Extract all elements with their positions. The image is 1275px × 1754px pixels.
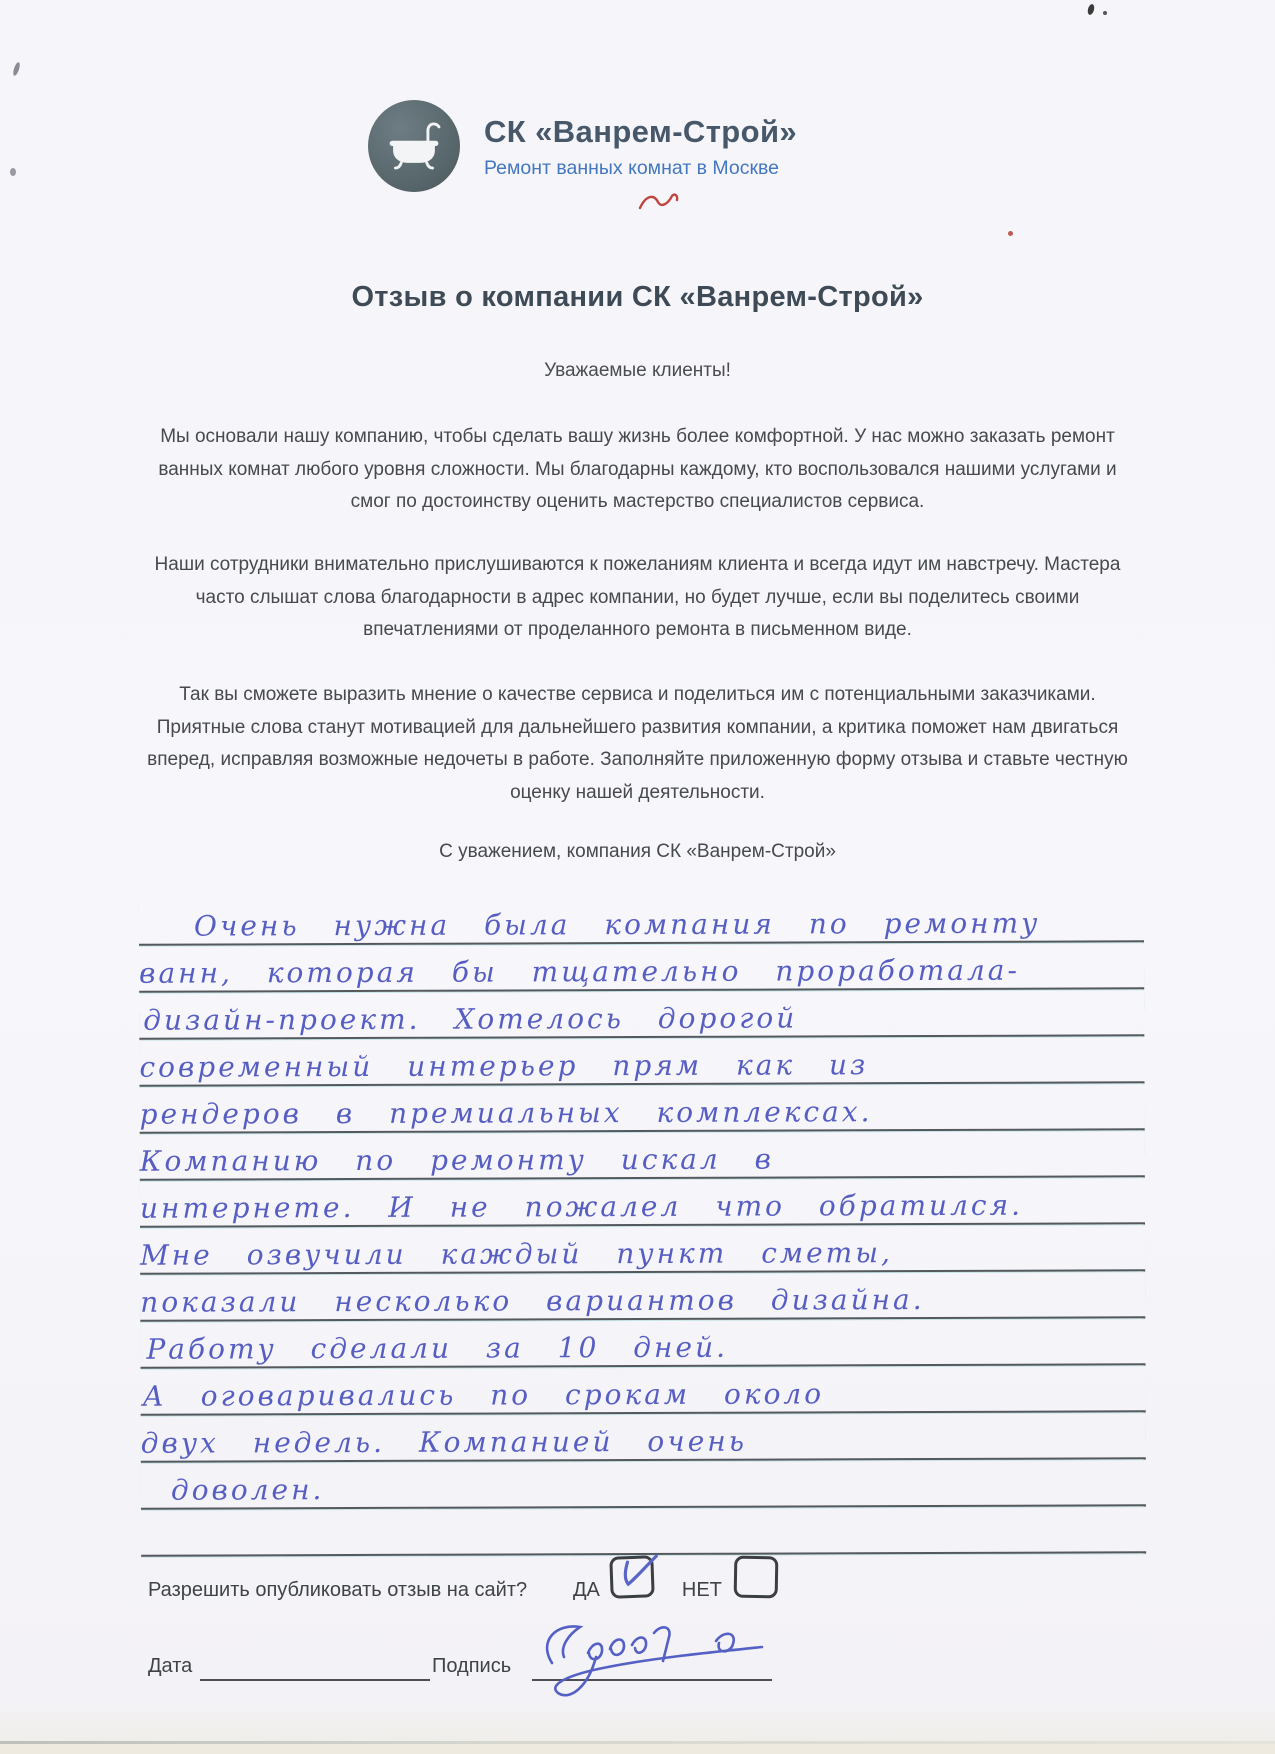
handwritten-text: интернете. И не пожалел что обратился.	[139, 1188, 1024, 1225]
date-label: Дата	[148, 1655, 193, 1677]
review-line	[140, 1224, 1145, 1275]
handwritten-text: Мне озвучили каждый пункт сметы,	[140, 1236, 893, 1272]
red-pen-scribble-artifact	[638, 192, 680, 214]
handwritten-text: дизайн-проект. Хотелось дорогой	[143, 1001, 798, 1037]
footer-row	[148, 1645, 1148, 1705]
handwritten-text: Работу сделали за 10 дней.	[146, 1330, 729, 1366]
handwritten-text: доволен.	[170, 1473, 325, 1507]
handwritten-review-area	[139, 895, 1146, 1557]
scan-speck	[10, 168, 16, 176]
publish-question: Разрешить опубликовать отзыв на сайт?	[148, 1578, 528, 1601]
scanner-edge-strip	[0, 1744, 1275, 1754]
handwritten-text: двух недель. Компанией очень	[140, 1424, 747, 1460]
review-line	[140, 1083, 1145, 1134]
greeting-line: Уважаемые клиенты!	[544, 360, 731, 381]
review-line	[140, 1130, 1145, 1181]
staff-paragraph: Наши сотрудники внимательно прислушиваются к пожеланиям клиента и всегда идут им навстречу. Мастера часто слышат слова благодарности в адрес компании, но будет лучше, если вы поделитесь своими впечатлениями от проделанного ремонта в письменном виде.	[154, 554, 1121, 640]
handwritten-text: Очень нужна была компания по ремонту	[193, 906, 1041, 943]
signature-label: Подпись	[432, 1655, 512, 1677]
review-line-empty	[141, 1506, 1146, 1557]
publish-permission-row	[148, 1562, 1148, 1618]
review-line	[139, 895, 1144, 946]
review-line	[141, 1459, 1146, 1510]
review-line	[140, 1271, 1145, 1322]
yes-label: ДА	[573, 1578, 600, 1601]
handwritten-text: показали несколько вариантов дизайна.	[140, 1283, 925, 1319]
review-line	[140, 1177, 1145, 1228]
form-title: Отзыв о компании СК «Ванрем-Строй»	[351, 281, 924, 314]
scan-speck	[1008, 231, 1013, 236]
scan-speck	[12, 62, 21, 77]
company-logo	[368, 100, 797, 192]
no-checkbox[interactable]	[734, 1556, 779, 1599]
handwritten-text: современный интерьер прям как из	[139, 1048, 869, 1084]
handwritten-text: Компанию по ремонту искал в	[139, 1142, 774, 1178]
handwritten-text: рендеров в премиальных комплексах.	[139, 1095, 873, 1131]
signoff-line: С уважением, компания СК «Ванрем-Строй»	[439, 841, 836, 862]
company-name: СК «Ванрем-Строй»	[484, 114, 798, 149]
review-line	[141, 1412, 1146, 1463]
intro-paragraph: Мы основали нашу компанию, чтобы сделать вашу жизнь более комфортной. У нас можно заказать ремонт ванных комнат любого уровня сложности. Мы благодарны каждому, кто воспользовался нашими услугами и смог по достоинству оценить мастерство специалистов сервиса.	[158, 426, 1117, 512]
no-label: НЕТ	[681, 1578, 722, 1601]
review-line	[139, 989, 1144, 1040]
review-line	[139, 1036, 1144, 1087]
request-paragraph: Так вы сможете выразить мнение о качестве сервиса и поделиться им с потенциальными заказчиками. Приятные слова станут мотивацией для дальнейшего развития компании, а критика поможет нам двигаться вперед, исправляя возможные недочеты в работе. Заполняйте приложенную форму отзыва и ставьте честную оценку нашей деятельности.	[147, 684, 1128, 803]
review-line	[140, 1318, 1145, 1369]
pen-checkmark-icon	[612, 1558, 651, 1595]
yes-checkbox[interactable]	[609, 1555, 654, 1599]
scan-speck	[1103, 11, 1107, 15]
review-line	[139, 942, 1144, 993]
bathtub-icon	[368, 100, 460, 192]
date-field	[200, 1645, 430, 1681]
company-tagline: Ремонт ванных комнат в Москве	[484, 157, 779, 179]
handwritten-signature	[504, 1611, 804, 1706]
handwritten-text: А оговаривались по срокам около	[142, 1377, 825, 1413]
handwritten-text: ванн, которая бы тщательно проработала-	[139, 953, 1020, 990]
scan-speck	[1087, 3, 1096, 15]
review-line	[140, 1365, 1145, 1416]
